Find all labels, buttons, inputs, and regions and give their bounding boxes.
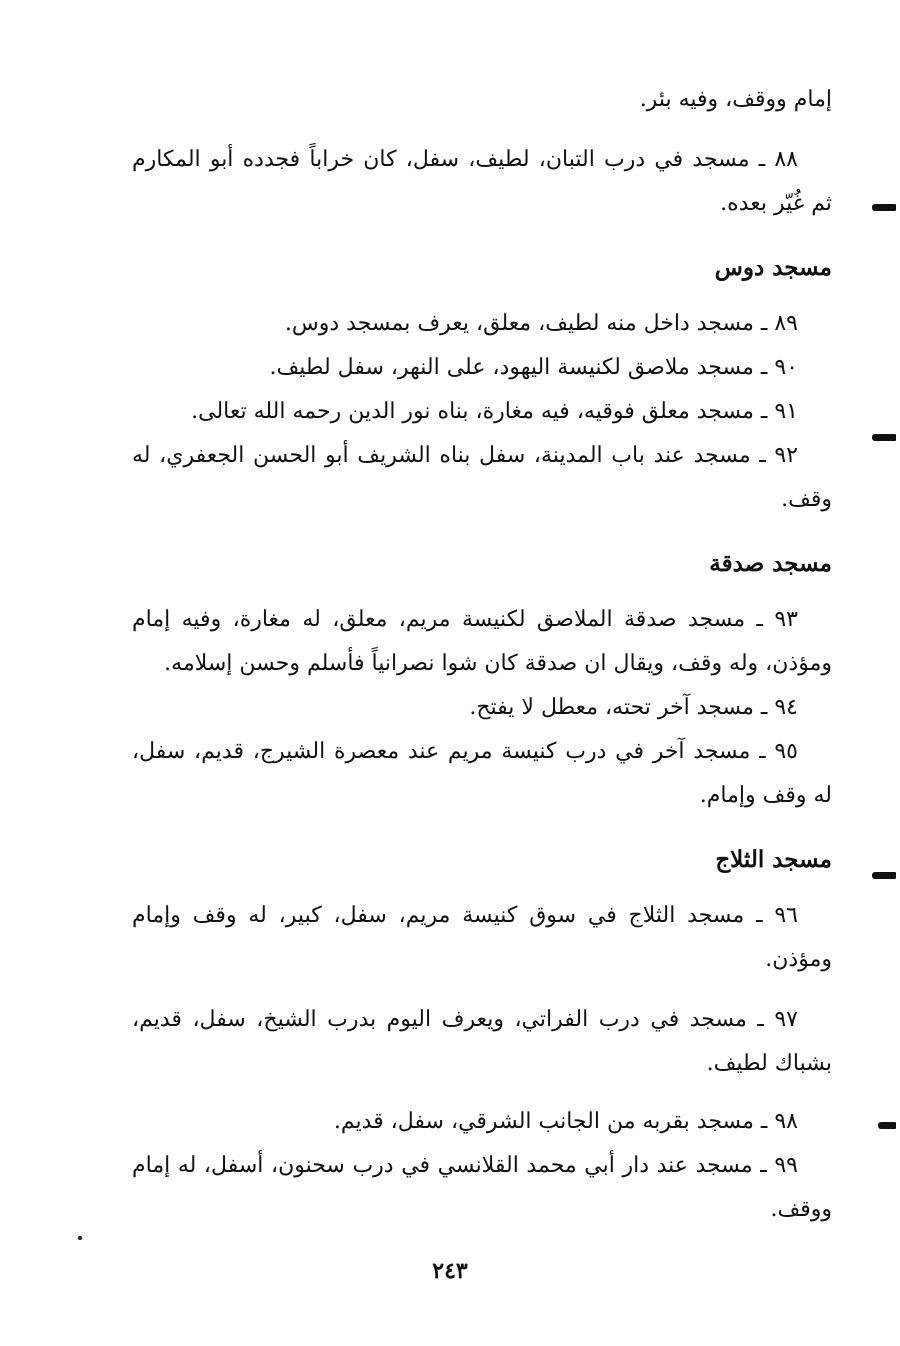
entry-96: ٩٦ ـ مسجد الثلاج في سوق كنيسة مريم، سفل، كبير، له وقف وإمام ومؤذن. (132, 903, 832, 972)
entry-89: ٨٩ ـ مسجد داخل منه لطيف، معلق، يعرف بمسجد دوس. (284, 311, 798, 336)
entry-88: ٨٨ ـ مسجد في درب التبان، لطيف، سفل، كان خراباً فجدده أبو المكارم ثم غُيّر بعده. (132, 147, 832, 216)
margin-mark (878, 1122, 896, 1129)
entry-94: ٩٤ ـ مسجد آخر تحته، معطل لا يفتح. (469, 695, 798, 720)
section-heading-dus: مسجد دوس (714, 254, 832, 281)
entry-93: ٩٣ ـ مسجد صدقة الملاصق لكنيسة مريم، معلق، له مغارة، وفيه إمام ومؤذن، وله وقف، ويقال ان صدقة كان شوا نصرانياً فأسلم وحسن إسلامه. (132, 607, 832, 676)
entry-92: ٩٢ ـ مسجد عند باب المدينة، سفل بناه الشريف أبو الحسن الجعفري، له وقف. (132, 443, 832, 512)
section-heading-sadaqa: مسجد صدقة (709, 550, 832, 577)
text-column (132, 78, 832, 1232)
entry-97: ٩٧ ـ مسجد في درب الفراتي، ويعرف اليوم بدرب الشيخ، سفل، قديم، بشباك لطيف. (132, 1007, 832, 1076)
entry-99: ٩٩ ـ مسجد عند دار أبي محمد القلانسي في درب سحنون، أسفل، له إمام ووقف. (132, 1153, 832, 1222)
paragraph-continuation: إمام ووقف، وفيه بئر. (639, 87, 832, 112)
margin-mark (872, 872, 896, 879)
scan-speck (78, 1236, 82, 1240)
section-heading-thallaj: مسجد الثلاج (715, 846, 832, 873)
entry-90: ٩٠ ـ مسجد ملاصق لكنيسة اليهود، على النهر، سفل لطيف. (269, 355, 798, 380)
margin-mark (872, 204, 896, 211)
margin-mark (872, 434, 896, 441)
page-number: ٢٤٣ (432, 1258, 468, 1284)
entry-91: ٩١ ـ مسجد معلق فوقيه، فيه مغارة، بناه نور الدين رحمه الله تعالى. (191, 399, 798, 424)
entry-98: ٩٨ ـ مسجد بقربه من الجانب الشرقي، سفل، قديم. (333, 1109, 798, 1134)
entry-95: ٩٥ ـ مسجد آخر في درب كنيسة مريم عند معصرة الشيرج، قديم، سفل، له وقف وإمام. (132, 739, 832, 808)
